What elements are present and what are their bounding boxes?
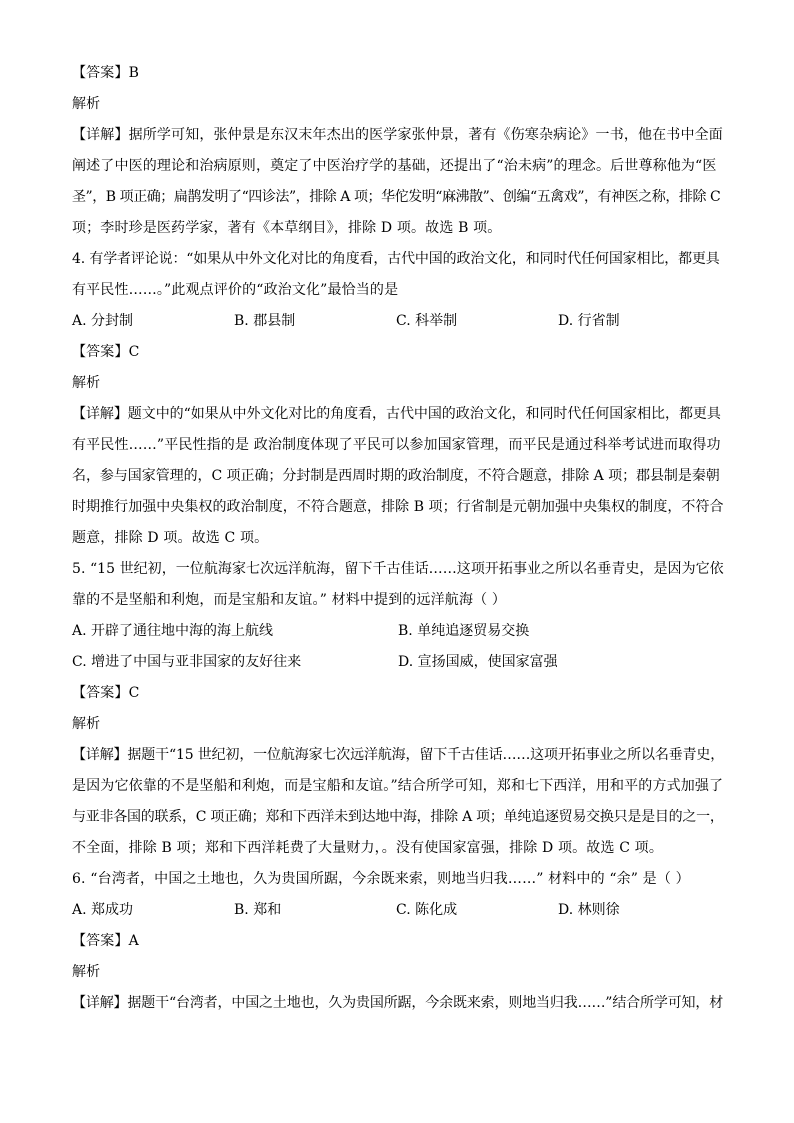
q5-options-row (72, 647, 724, 678)
q5-option-a: A. 开辟了通往地中海的海上航线 (72, 623, 274, 639)
q3-detail-line: 【详解】据所学可知，张仲景是东汉末年杰出的医学家张仲景，著有《伤寒杂病论》一书，他在书中全面 (72, 127, 723, 143)
q4-stem-line: 有平民性……。”此观点评价的“政治文化”最恰当的是 (72, 282, 399, 298)
q5-stem-line: 靠的不是坚船和利炮，而是宝船和友谊。” 材料中提到的远洋航海（ ） (72, 592, 507, 608)
q5-option-b: B. 单纯追逐贸易交换 (398, 623, 530, 639)
q3-detail-line: 项；李时珍是医药学家，著有《本草纲目》，排除 D 项。故选 B 项。 (72, 220, 502, 236)
q5-option-d: D. 宣扬国威，使国家富强 (398, 654, 558, 670)
q5-detail-line: 与亚非各国的联系，C 项正确；郑和下西洋未到达地中海，排除 A 项；单纯追逐贸易交换只是是目的之一， (72, 809, 724, 825)
q4-option-b: B. 郡县制 (234, 313, 296, 329)
q6-answer: 【答案】A (72, 933, 139, 949)
q4-answer: 【答案】C (72, 344, 140, 360)
q3-detail-line: 圣”，B 项正确；扁鹊发明了“四诊法”，排除 A 项；华佗发明“麻沸散”、创编“五禽戏”，有神医之称，排除 C (72, 189, 721, 205)
q4-stem-line: 4. 有学者评论说：“如果从中外文化对比的角度看，古代中国的政治文化，和同时代任何国家相比，都更具 (72, 251, 720, 267)
q4-detail-line: 题意，排除 D 项。故选 C 项。 (72, 530, 269, 546)
q6-option-a: A. 郑成功 (72, 902, 134, 918)
q4-analysis-heading: 解析 (72, 375, 101, 391)
q4-option-c: C. 科举制 (396, 313, 458, 329)
q4-detail-line: 【详解】题文中的“如果从中外文化对比的角度看，古代中国的政治文化，和同时代任何国家相比，都更具 (72, 406, 721, 422)
q5-stem-line: 5. “15 世纪初，一位航海家七次远洋航海，留下千古佳话……这项开拓事业之所以名垂青史，是因为它依 (72, 561, 724, 577)
q5-detail-line: 不全面，排除 B 项；郑和下西洋耗费了大量财力，。没有使国家富强，排除 D 项。故选 C 项。 (72, 840, 663, 856)
q5-answer: 【答案】C (72, 685, 140, 701)
q3-analysis-heading: 解析 (72, 96, 101, 112)
q4-detail-line: 名，参与国家管理的，C 项正确；分封制是西周时期的政治制度，不符合题意，排除 A 项；郡县制是秦朝 (72, 468, 720, 484)
q4-option-a: A. 分封制 (72, 313, 134, 329)
q5-options-row (72, 616, 724, 647)
q5-detail-line: 【详解】据题干“15 世纪初，一位航海家七次远洋航海，留下千古佳话……这项开拓事业之所以名垂青史， (72, 747, 725, 763)
q3-answer: 【答案】B (72, 65, 140, 81)
q5-detail-line: 是因为它依靠的不是坚船和利炮，而是宝船和友谊。”结合所学可知，郑和七下西洋，用和平的方式加强了 (72, 778, 724, 794)
q6-option-d: D. 林则徐 (558, 902, 620, 918)
q6-detail-line: 【详解】据题干“台湾者，中国之土地也，久为贵国所踞，今余既来索，则地当归我……”结合所学可知，材 (72, 995, 724, 1011)
q5-option-c: C. 增进了中国与亚非国家的友好往来 (72, 654, 302, 670)
q6-option-c: C. 陈化成 (396, 902, 458, 918)
q4-detail-line: 时期推行加强中央集权的政治制度，不符合题意，排除 B 项；行省制是元朝加强中央集权的制度，不符合 (72, 499, 724, 515)
document-page (72, 58, 724, 1019)
q6-stem-line: 6. “台湾者，中国之土地也，久为贵国所踞，今余既来索，则地当归我……” 材料中的 “余” 是（ ） (72, 871, 690, 887)
q6-option-b: B. 郑和 (234, 902, 282, 918)
q6-options (72, 895, 724, 926)
q3-detail-line: 阐述了中医的理论和治病原则，奠定了中医治疗学的基础，还提出了“治未病”的理念。后世尊称他为“医 (72, 158, 717, 174)
q5-analysis-heading: 解析 (72, 716, 101, 732)
q4-option-d: D. 行省制 (558, 313, 620, 329)
q6-analysis-heading: 解析 (72, 964, 101, 980)
q4-detail-line: 有平民性……”平民性指的是 政治制度体现了平民可以参加国家管理，而平民是通过科举考试进而取得功 (72, 437, 721, 453)
q4-options (72, 306, 724, 337)
